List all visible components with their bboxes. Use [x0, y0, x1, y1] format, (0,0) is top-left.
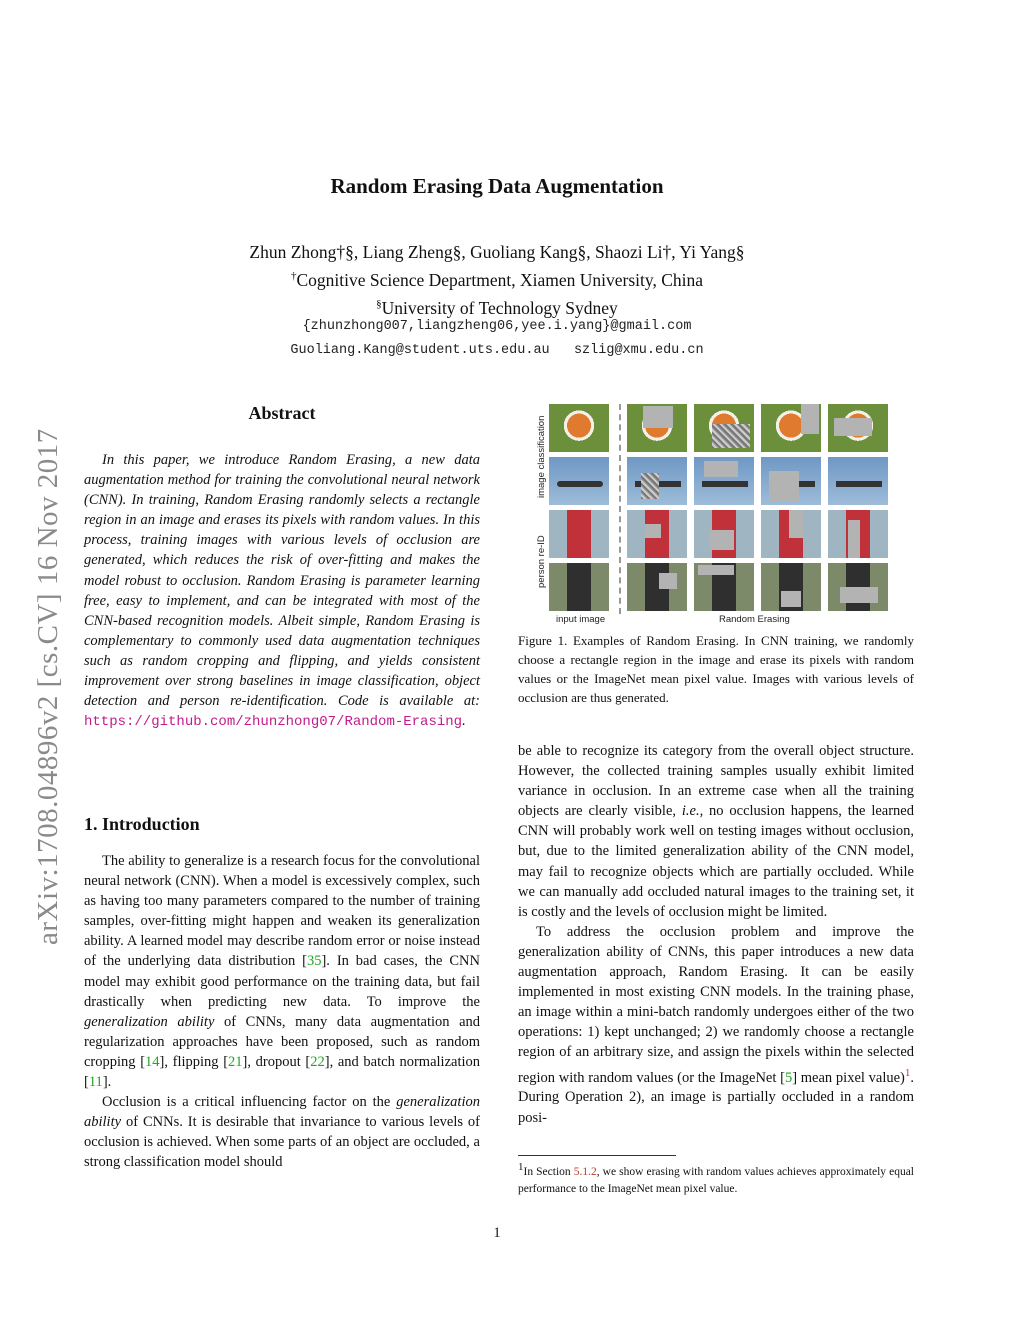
- figure-1-caption: Figure 1. Examples of Random Erasing. In CNN training, we randomly choose a rectangle region in the image and erase its pixels with random values or the ImageNet mean pixel value. Images with various levels of occlusion are thus generated.: [518, 633, 914, 705]
- affiliation-2: §University of Technology Sydney: [376, 297, 618, 318]
- emails-line-1: {zhunzhong007,liangzheng06,yee.i.yang}@gmail.com: [302, 319, 692, 334]
- fox-erased-image-4: [828, 404, 888, 452]
- person-red-erased-image-2: [694, 510, 754, 558]
- section-ref-link[interactable]: 5.1.2: [573, 1165, 597, 1178]
- person-dark-erased-image-2: [694, 563, 754, 611]
- person-red-erased-image-1: [627, 510, 687, 558]
- person-dark-erased-image-3: [761, 563, 821, 611]
- emails-line-2: Guoliang.Kang@student.uts.edu.au szlig@xmu.edu.cn: [290, 343, 704, 358]
- intro-heading: 1. Introduction: [84, 814, 200, 834]
- plane-erased-image-3: [761, 457, 821, 505]
- intro-left-column: [84, 851, 480, 1173]
- author-block: [0, 240, 994, 320]
- fox-input-image: [549, 404, 609, 452]
- arxiv-sidebar-stamp: [28, 345, 68, 945]
- plane-erased-image-2: [694, 457, 754, 505]
- citation-5[interactable]: 5: [784, 1069, 793, 1086]
- citation-21[interactable]: 21: [228, 1053, 243, 1070]
- person-red-input-image: [549, 510, 609, 558]
- footnote-rule: [518, 1155, 676, 1156]
- fox-erased-image-1: [627, 404, 687, 452]
- fox-erased-image-3: [761, 404, 821, 452]
- person-red-erased-image-4: [828, 510, 888, 558]
- page-number: 1: [493, 1225, 501, 1241]
- figure-label-reid: person re-ID: [536, 535, 547, 588]
- citation-14[interactable]: 14: [145, 1053, 160, 1070]
- intro-paragraph-2: Occlusion is a critical influencing factor on the generalization ability of CNNs. It is desirable that invariance to various levels of occlusion is achieved. When some parts of an object are occluded, a strong classification model should: [84, 1094, 480, 1171]
- figure-divider: [619, 404, 621, 614]
- citation-22[interactable]: 22: [310, 1053, 325, 1070]
- person-dark-input-image: [549, 563, 609, 611]
- figure-label-random-erasing: Random Erasing: [719, 614, 790, 625]
- figure-label-classification: image classification: [536, 415, 547, 498]
- footnote-1: $^1$In Section 5.1.2, we show erasing with random values achieves approximately equal performance to the ImageNet mean pixel value.: [518, 1161, 914, 1195]
- intro-paragraph-3: be able to recognize its category from the overall object structure. However, the collected training samples usually exhibit limited variance in occlusion. In an extreme case when all the training objects are clearly visible, i.e., no occlusion happens, the learned CNN will probably work well on testing images without occlusion, but, due to the limited generalization ability of the CNN model, may fail to recognize objects which are partially occluded. While we can manually add occluded natural images to the training set, it is costly and the levels of occlusion might be limited.: [518, 743, 914, 920]
- paper-title: Random Erasing Data Augmentation: [330, 174, 664, 198]
- plane-erased-image-1: [627, 457, 687, 505]
- arxiv-id: arXiv:1708.04896v2 [cs.CV] 16 Nov 2017: [32, 428, 64, 945]
- email-block: [0, 315, 994, 363]
- citation-35[interactable]: 35: [306, 953, 322, 970]
- person-red-erased-image-3: [761, 510, 821, 558]
- intro-right-column: [518, 741, 914, 1128]
- plane-input-image: [549, 457, 609, 505]
- abstract-text: In this paper, we introduce Random Erasing, a new data augmentation method for training the convolutional neural network (CNN). In training, Random Erasing randomly selects a rectangle region in an image and erases its pixels with random values. In this process, training images with various levels of occlusion are generated, which reduces the risk of over-fitting and makes the model robust to occlusion. Random Erasing is parameter learning free, easy to implement, and can be integrated with most of the CNN-based recognition models. Albeit simple, Random Erasing is complementary to commonly used data augmentation techniques such as random cropping and flipping, and yields consistent improvement over strong baselines in image classification, object detection and person re-identification. Code is available at: https://github.com/zhunzhong07/Random-Erasing.: [84, 452, 480, 731]
- person-dark-erased-image-1: [627, 563, 687, 611]
- code-link[interactable]: https://github.com/zhunzhong07/Random-Erasing: [84, 714, 463, 731]
- intro-paragraph-4: To address the occlusion problem and improve the generalization ability of CNNs, this paper introduces a new data augmentation approach, Random Erasing. It can be easily implemented in most existing CNN models. In the training phase, an image within a mini-batch randomly undergoes either of the two operations: 1) kept unchanged; 2) we randomly choose a rectangle region of an arbitrary size, and assign the pixels within the selected region with random values (or the ImageNet [5] mean pixel value)$^1$. During Operation 2), an image is partially occluded in a random posi-: [518, 923, 914, 1126]
- plane-erased-image-4: [828, 457, 888, 505]
- citation-11[interactable]: 11: [88, 1074, 103, 1091]
- footnote-mark[interactable]: 1: [904, 1066, 911, 1079]
- affiliation-1: †Cognitive Science Department, Xiamen University, China: [290, 269, 704, 290]
- fox-erased-image-2: [694, 404, 754, 452]
- abstract-heading: Abstract: [248, 403, 316, 423]
- person-dark-erased-image-4: [828, 563, 888, 611]
- author-list: Zhun Zhong†§, Liang Zheng§, Guoliang Kang§, Shaozi Li†, Yi Yang§: [249, 242, 745, 262]
- intro-paragraph-1: The ability to generalize is a research focus for the convolutional neural network (CNN). When a model is excessively complex, such as having too many parameters compared to the number of training samples, over-fitting might happen and weaken its generalization ability. A learned model may describe random error or noise instead of the underlying data distribution [35]. In bad cases, the CNN model may exhibit good performance on the training data, but fail drastically when predicting new data. To improve the generalization ability of CNNs, many data augmentation and regularization approaches have been proposed, such as random cropping [14], flipping [21], dropout [22], and batch normalization [11].: [84, 853, 481, 1091]
- figure-label-input: input image: [556, 614, 606, 625]
